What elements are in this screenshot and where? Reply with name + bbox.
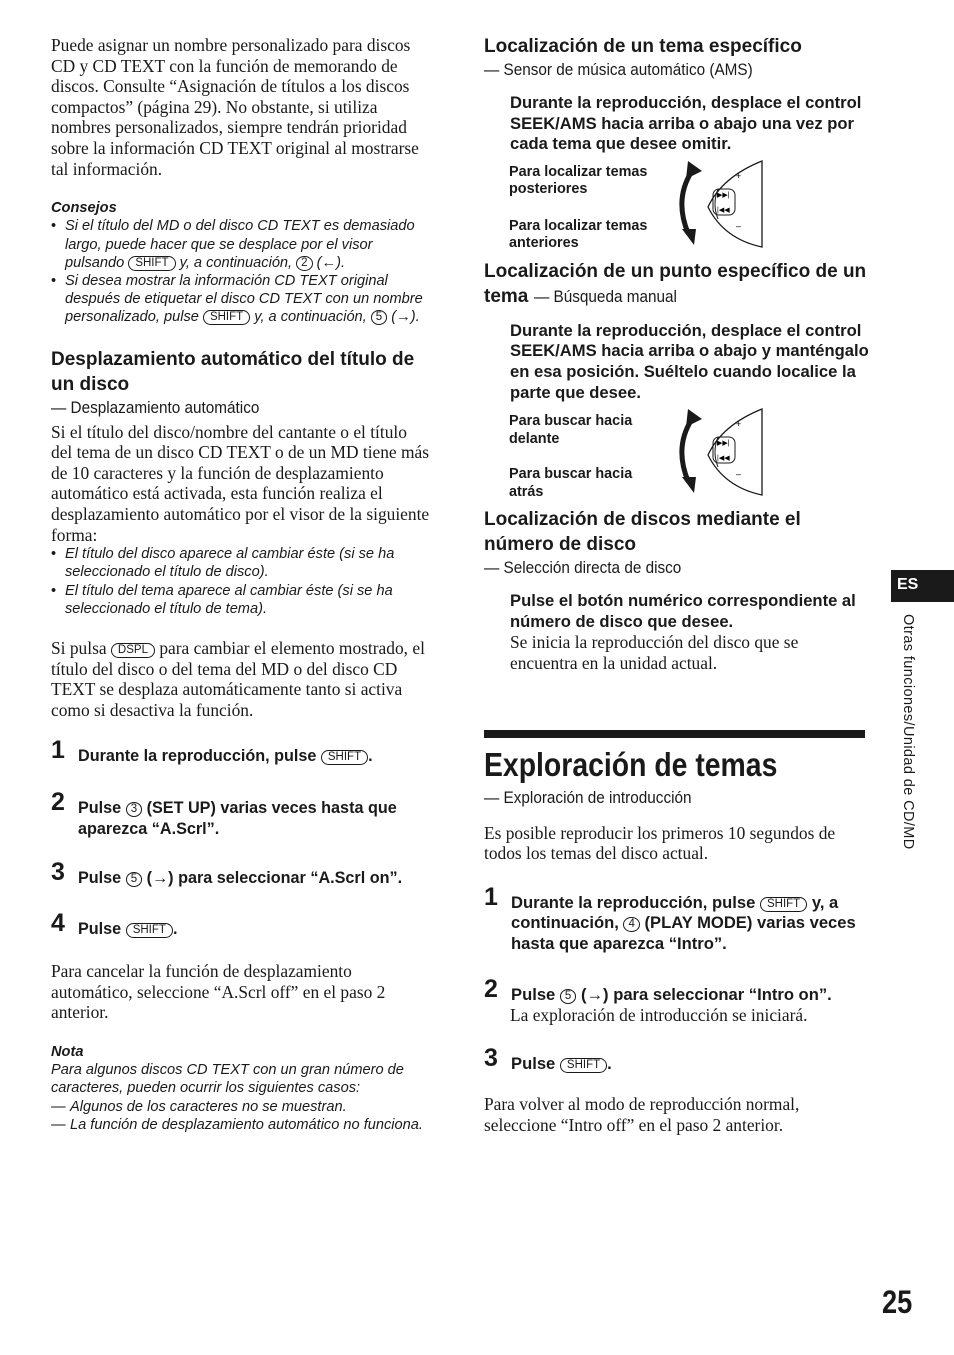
intro-paragraph: Puede asignar un nombre personalizado para discos CD y CD TEXT con la función de memorando de discos. Consulte “Asignación de títulos a los discos compactos” (página 29). No obstante, si utiliza nombres personalizados, siempre tendrán prioridad sobre la información CD TEXT original al mostrarse tal información. bbox=[51, 35, 419, 179]
scan-heading: Exploración de temas bbox=[484, 745, 778, 783]
dspl-paragraph: Si pulsa DSPL para cambiar el elemento mostrado, el título del disco o del tema del MD o del disco CD TEXT se desplaza automáticamente tanto si activa como si desactiva la función. bbox=[51, 637, 425, 720]
scan-back: Para volver al modo de reproducción normal, seleccione “Intro off” en el paso 2 anterior. bbox=[484, 1094, 800, 1135]
note-label: Nota bbox=[51, 1044, 84, 1061]
note-item-2: — La función de desplazamiento automático no funciona. bbox=[51, 1116, 431, 1134]
key-5: 5 bbox=[371, 310, 387, 325]
svg-text:|◀◀: |◀◀ bbox=[717, 206, 730, 214]
manual-diagram bbox=[484, 407, 869, 499]
direct-heading: Localización de discos mediante el número de disco bbox=[484, 509, 801, 556]
manual-label-down: Para buscar hacia atrás bbox=[509, 466, 633, 500]
autoscroll-step-1: 1 Durante la reproducción, pulse SHIFT . bbox=[51, 736, 373, 766]
autoscroll-step-4: 4 Pulse SHIFT . bbox=[51, 908, 178, 938]
scan-step-2-note: La exploración de introducción se iniciará. bbox=[510, 1005, 808, 1026]
key-3: 3 bbox=[126, 802, 142, 817]
note-block bbox=[51, 1043, 431, 1134]
note-item-1: — Algunos de los caracteres no se muestran. bbox=[51, 1098, 431, 1116]
shift-key: SHIFT bbox=[560, 1058, 607, 1073]
key-5: 5 bbox=[126, 872, 142, 887]
scan-subheading: — Exploración de introducción bbox=[484, 787, 692, 807]
ams-label-down: Para localizar temas anteriores bbox=[509, 217, 648, 252]
direct-text: Se inicia la reproducción del disco que se encuentra en la unidad actual. bbox=[510, 632, 799, 673]
key-5: 5 bbox=[560, 989, 576, 1004]
tips-label: Consejos bbox=[51, 200, 117, 217]
autoscroll-heading: Desplazamiento automático del título de un disco bbox=[51, 348, 415, 395]
ams-subheading: — Sensor de música automático (AMS) bbox=[484, 60, 753, 79]
key-4: 4 bbox=[623, 917, 639, 932]
shift-key: SHIFT bbox=[203, 310, 250, 325]
tips-block bbox=[51, 199, 431, 326]
tip-2: • Si desea mostrar la información CD TEXT original después de etiquetar el disco CD TEXT con un nombre personalizado, pulse SHIFT y, a continuación, 5 (→). bbox=[51, 272, 431, 327]
scan-step-3: 3 Pulse SHIFT . bbox=[484, 1043, 612, 1073]
ams-instruction: Durante la reproducción, desplace el control SEEK/AMS hacia arriba o abajo una vez por cada tema que desee omitir. bbox=[510, 93, 862, 154]
seek-ams-control-icon bbox=[674, 159, 774, 251]
manual-label-up: Para buscar hacia delante bbox=[509, 413, 633, 447]
manual-heading: Localización de un punto específico de un tema — Búsqueda manual bbox=[484, 260, 867, 307]
svg-text:|◀◀: |◀◀ bbox=[717, 455, 730, 463]
autoscroll-bullet-2: • El título del tema aparece al cambiar éste (si se ha seleccionado el título de tema). bbox=[51, 582, 431, 618]
section-side-label: Otras funciones/Unidad de CD/MD bbox=[900, 614, 916, 850]
manual-instruction: Durante la reproducción, desplace el control SEEK/AMS hacia arriba o abajo y manténgalo en esa posición. Suéltelo cuando localice la parte que desee. bbox=[510, 320, 869, 402]
svg-text:▶▶|: ▶▶| bbox=[717, 191, 730, 199]
ams-diagram bbox=[484, 159, 869, 251]
autoscroll-step-2: 2 Pulse 3 (SET UP) varias veces hasta que aparezca “A.Scrl”. bbox=[51, 787, 397, 838]
language-tab bbox=[891, 570, 954, 602]
autoscroll-step-3: 3 Pulse 5 (→) para seleccionar “A.Scrl on”. bbox=[51, 858, 403, 888]
direct-subheading: — Selección directa de disco bbox=[484, 558, 682, 578]
shift-key: SHIFT bbox=[760, 897, 807, 912]
shift-key: SHIFT bbox=[128, 256, 175, 271]
svg-text:▶▶|: ▶▶| bbox=[717, 440, 730, 448]
note-text: Para algunos discos CD TEXT con un gran número de caracteres, pueden ocurrir los siguientes casos: bbox=[51, 1062, 404, 1097]
left-column bbox=[51, 0, 431, 1134]
shift-key: SHIFT bbox=[126, 923, 173, 938]
tip-1: • Si el título del MD o del disco CD TEXT es demasiado largo, puede hacer que se desplace por el visor pulsando SHIFT y, a continuación, 2 (←). bbox=[51, 217, 431, 272]
direct-instruction: Pulse el botón numérico correspondiente al número de disco que desee. bbox=[510, 591, 856, 631]
svg-text:+: + bbox=[736, 170, 742, 181]
page-number: 25 bbox=[882, 1284, 913, 1320]
scan-step-2: 2 Pulse 5 (→) para seleccionar “Intro on”. bbox=[484, 974, 832, 1004]
language-tab-label: ES bbox=[897, 576, 919, 593]
right-column bbox=[484, 0, 869, 1135]
svg-text:+: + bbox=[736, 419, 742, 430]
svg-text:–: – bbox=[736, 469, 742, 480]
shift-key: SHIFT bbox=[321, 750, 368, 765]
ams-heading: Localización de un tema específico bbox=[484, 36, 802, 57]
section-rule bbox=[484, 730, 865, 738]
ams-label-up: Para localizar temas posteriores bbox=[509, 163, 648, 198]
dspl-key: DSPL bbox=[111, 643, 155, 658]
scan-step-1: 1 Durante la reproducción, pulse SHIFT y, a continuación, 4 (PLAY MODE) varias veces hasta que aparezca “Intro”. bbox=[484, 882, 856, 953]
seek-ams-control-icon bbox=[674, 407, 774, 499]
autoscroll-cancel: Para cancelar la función de desplazamiento automático, seleccione “A.Scrl off” en el paso 2 anterior. bbox=[51, 961, 386, 1023]
autoscroll-subheading: — Desplazamiento automático bbox=[51, 397, 260, 417]
scan-intro: Es posible reproducir los primeros 10 segundos de todos los temas del disco actual. bbox=[484, 822, 836, 864]
key-2: 2 bbox=[296, 256, 312, 271]
autoscroll-bullet-1: • El título del disco aparece al cambiar éste (si se ha seleccionado el título de disco). bbox=[51, 545, 431, 581]
autoscroll-paragraph: Si el título del disco/nombre del cantante o el título del tema de un disco CD TEXT o de un MD tiene más de 10 caracteres y la función de desplazamiento automático está activada, esta función realiza el desplazamiento automático por el visor de la siguiente forma: bbox=[51, 421, 430, 545]
svg-text:–: – bbox=[736, 220, 742, 231]
